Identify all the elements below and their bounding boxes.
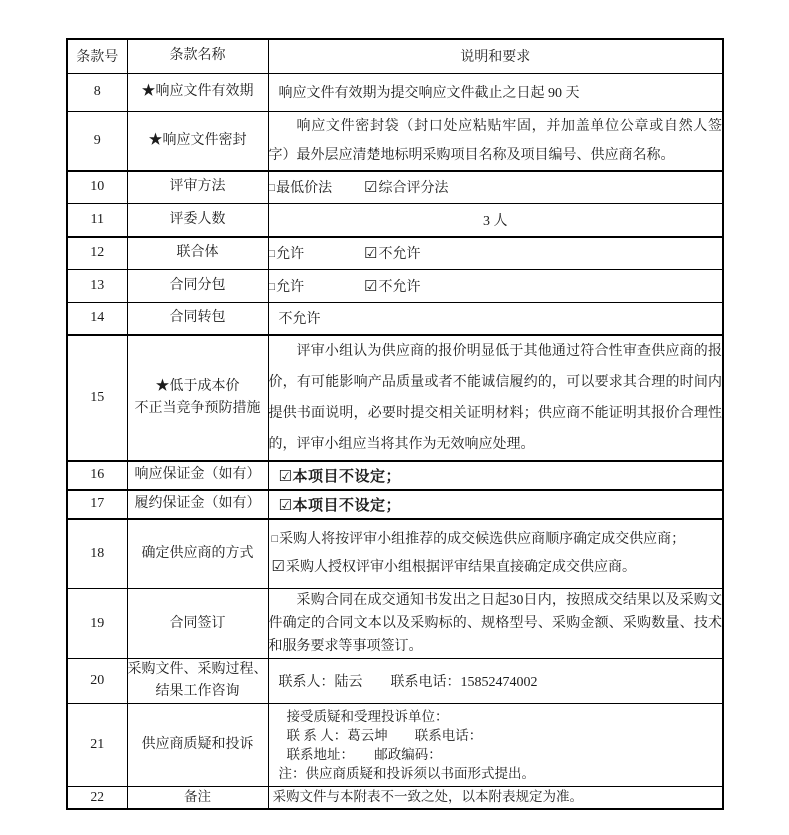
- row-number: 21: [67, 704, 127, 787]
- row-number: 14: [67, 303, 127, 335]
- row-title: 备注: [127, 787, 268, 809]
- row-content: 评审小组认为供应商的报价明显低于其他通过符合性审查供应商的报价，有可能影响产品质量或者不能诚信履约的，可以要求其合理的时间内提供书面说明，必要时提交相关证明材料；供应商不能证明其报价合理性的，评审小组应当将其作为无效响应处理。: [268, 343, 722, 452]
- row-content: 响应文件密封袋（封口处应粘贴牢固，并加盖单位公章或自然人签字）最外层应清楚地标明采购项目名称及项目编号、供应商名称。: [268, 118, 722, 163]
- header-term-name: 条款名称: [127, 39, 268, 73]
- row-number: 17: [67, 490, 127, 519]
- checkbox-unchecked-icon: □: [271, 533, 279, 546]
- checkbox-unchecked-icon: □: [268, 248, 276, 261]
- checkbox-checked-icon: ☑: [364, 180, 378, 197]
- option-label: 综合评分法: [378, 181, 449, 197]
- table-row: [67, 659, 723, 704]
- option-label: 允许: [276, 247, 305, 263]
- checkbox-checked-icon: ☑: [278, 467, 293, 485]
- bold-note-text: 本项目不设定；: [292, 467, 401, 485]
- option-label: 不允许: [378, 247, 421, 263]
- option-label: 采购人授权评审小组根据评审结果直接确定成交供应商。: [285, 560, 636, 576]
- table-row: [67, 73, 723, 111]
- row-number: 11: [67, 204, 127, 237]
- row-title: 供应商质疑和投诉: [127, 704, 268, 787]
- row-title: ★响应文件密封: [127, 111, 268, 171]
- option-label: 最低价法: [276, 181, 333, 197]
- row-title-line: 结果工作咨询: [155, 684, 240, 699]
- table-row: [67, 704, 723, 787]
- option-unchecked: [269, 276, 361, 296]
- row-number: 9: [67, 111, 127, 171]
- row-content: [269, 465, 723, 486]
- row-title: 响应保证金（如有）: [127, 461, 268, 490]
- option-unchecked: [269, 243, 361, 263]
- table-row: [67, 303, 723, 335]
- contact-line: 联 系 人：葛云坤 联系电话：: [286, 728, 483, 743]
- row-title: 履约保证金（如有）: [127, 490, 268, 519]
- row-number: 12: [67, 237, 127, 270]
- contact-note-line: 注：供应商质疑和投诉须以书面形式提出。: [278, 766, 535, 781]
- row-title: 合同转包: [127, 303, 268, 335]
- row-title: 联合体: [127, 237, 268, 270]
- table-row: [67, 171, 723, 204]
- row-title: 合同签订: [127, 589, 268, 659]
- row-number: 18: [67, 519, 127, 589]
- option-label: 不允许: [378, 280, 421, 295]
- row-number: 19: [67, 589, 127, 659]
- row-title: 合同分包: [127, 270, 268, 303]
- contact-line: 联系地址： 邮政编码：: [286, 747, 442, 762]
- table-row: [67, 589, 723, 659]
- row-content: [268, 270, 723, 303]
- row-number: 15: [67, 335, 127, 461]
- row-content: 响应文件有效期为提交响应文件截止之日起 90 天: [278, 86, 580, 101]
- option-label: 允许: [276, 280, 305, 295]
- checkbox-checked-icon: ☑: [271, 559, 285, 576]
- row-title: 确定供应商的方式: [127, 519, 268, 589]
- checkbox-checked-icon: ☑: [364, 246, 378, 263]
- row-number: 16: [67, 461, 127, 490]
- row-content: 联系人：陆云 联系电话：15852474002: [278, 675, 538, 690]
- row-title: ★响应文件有效期: [127, 73, 268, 111]
- checkbox-checked-icon: ☑: [364, 279, 378, 295]
- row-title: [127, 659, 268, 704]
- row-number: 8: [67, 73, 127, 111]
- row-number: 22: [67, 787, 127, 809]
- contact-line: 接受质疑和受理投诉单位：: [286, 709, 449, 724]
- checkbox-checked-icon: ☑: [278, 496, 293, 514]
- row-title-line: 不正当竞争预防措施: [134, 400, 261, 416]
- option-label: 采购人将按评审小组推荐的成交候选供应商顺序确定成交供应商；: [279, 532, 686, 548]
- row-number: 20: [67, 659, 127, 704]
- table-header-row: [67, 39, 723, 73]
- row-number: 13: [67, 270, 127, 303]
- checkbox-unchecked-icon: □: [268, 281, 276, 293]
- row-number: 10: [67, 171, 127, 204]
- row-content: [269, 494, 723, 515]
- option-unchecked: [271, 526, 721, 554]
- row-title: 评审方法: [127, 171, 268, 204]
- row-content: 采购合同在成交通知书发出之日起30日内，按照成交结果以及采购文件确定的合同文本以及采购标的、规格型号、采购金额、采购数量、技术和服务要求等事项签订。: [268, 593, 722, 654]
- bold-note-text: 本项目不设定；: [292, 496, 401, 514]
- row-content: 3 人: [268, 204, 723, 237]
- row-content: [268, 171, 723, 204]
- row-title-line: 采购文件、采购过程、: [127, 662, 268, 678]
- row-title: 评委人数: [127, 204, 268, 237]
- table-row: [67, 335, 723, 461]
- header-term-number: 条款号: [67, 39, 127, 73]
- table-row: [67, 490, 723, 519]
- table-row: [67, 461, 723, 490]
- row-content: 不允许: [278, 312, 321, 328]
- table-row: [67, 519, 723, 589]
- option-unchecked: [269, 177, 361, 197]
- checkbox-unchecked-icon: □: [268, 182, 276, 195]
- row-content: 采购文件与本附表不一致之处，以本附表规定为准。: [272, 789, 583, 805]
- row-content: [268, 237, 723, 270]
- option-checked: [364, 280, 420, 295]
- table-row: [67, 204, 723, 237]
- option-checked: [364, 181, 448, 196]
- row-title-line: ★低于成本价: [155, 378, 240, 394]
- table-row: [67, 111, 723, 171]
- header-description: 说明和要求: [268, 39, 723, 73]
- table-row: [67, 237, 723, 270]
- option-checked: [364, 247, 420, 262]
- option-checked: [271, 554, 721, 581]
- row-title: [127, 335, 268, 461]
- terms-table: [66, 38, 724, 810]
- table-row: [67, 787, 723, 809]
- table-row: [67, 270, 723, 303]
